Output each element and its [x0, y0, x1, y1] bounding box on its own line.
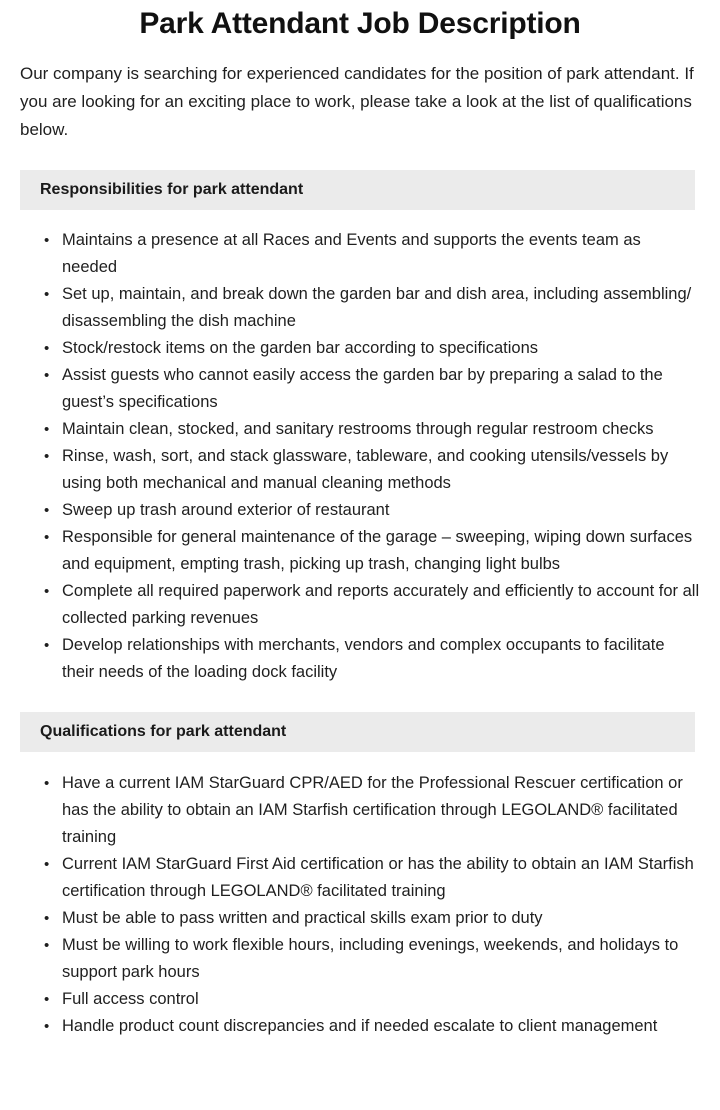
list-item: • Must be able to pass written and practical skills exam prior to duty [44, 905, 700, 932]
list-item: • Rinse, wash, sort, and stack glassware, tableware, and cooking utensils/vessels by using both mechanical and manual cleaning methods [44, 443, 700, 497]
list-item: • Full access control [44, 986, 700, 1013]
list-item: • Current IAM StarGuard First Aid certification or has the ability to obtain an IAM Starfish certification through LEGOLAND® facilitated training [44, 851, 700, 905]
list-item: • Stock/restock items on the garden bar according to specifications [44, 335, 700, 362]
list-item: • Handle product count discrepancies and if needed escalate to client management [44, 1013, 700, 1040]
qualifications-list [0, 752, 720, 1040]
page-title: Park Attendant Job Description [139, 7, 581, 40]
list-item: • Develop relationships with merchants, vendors and complex occupants to facilitate their needs of the loading dock facility [44, 632, 700, 686]
section-heading-responsibilities: Responsibilities for park attendant [20, 170, 695, 210]
list-item: • Set up, maintain, and break down the garden bar and dish area, including assembling/ disassembling the dish machine [44, 281, 700, 335]
list-item: • Must be willing to work flexible hours, including evenings, weekends, and holidays to support park hours [44, 932, 700, 986]
list-item: • Maintains a presence at all Races and Events and supports the events team as needed [44, 227, 700, 281]
responsibilities-list [0, 210, 720, 686]
intro-paragraph: Our company is searching for experienced candidates for the position of park attendant. If you are looking for an exciting place to work, please take a look at the list of qualifications below. [20, 64, 694, 139]
list-item: • Assist guests who cannot easily access the garden bar by preparing a salad to the guest’s specifications [44, 362, 700, 416]
list-item: • Maintain clean, stocked, and sanitary restrooms through regular restroom checks [44, 416, 700, 443]
list-item: • Have a current IAM StarGuard CPR/AED for the Professional Rescuer certification or has the ability to obtain an IAM Starfish certification through LEGOLAND® facilitated training [44, 770, 700, 851]
list-item: • Sweep up trash around exterior of restaurant [44, 497, 700, 524]
list-item: • Responsible for general maintenance of the garage – sweeping, wiping down surfaces and equipment, empting trash, picking up trash, changing light bulbs [44, 524, 700, 578]
section-heading-qualifications: Qualifications for park attendant [20, 712, 695, 752]
list-item: • Complete all required paperwork and reports accurately and efficiently to account for all collected parking revenues [44, 578, 700, 632]
section-responsibilities [0, 170, 720, 686]
section-qualifications [0, 712, 720, 1040]
